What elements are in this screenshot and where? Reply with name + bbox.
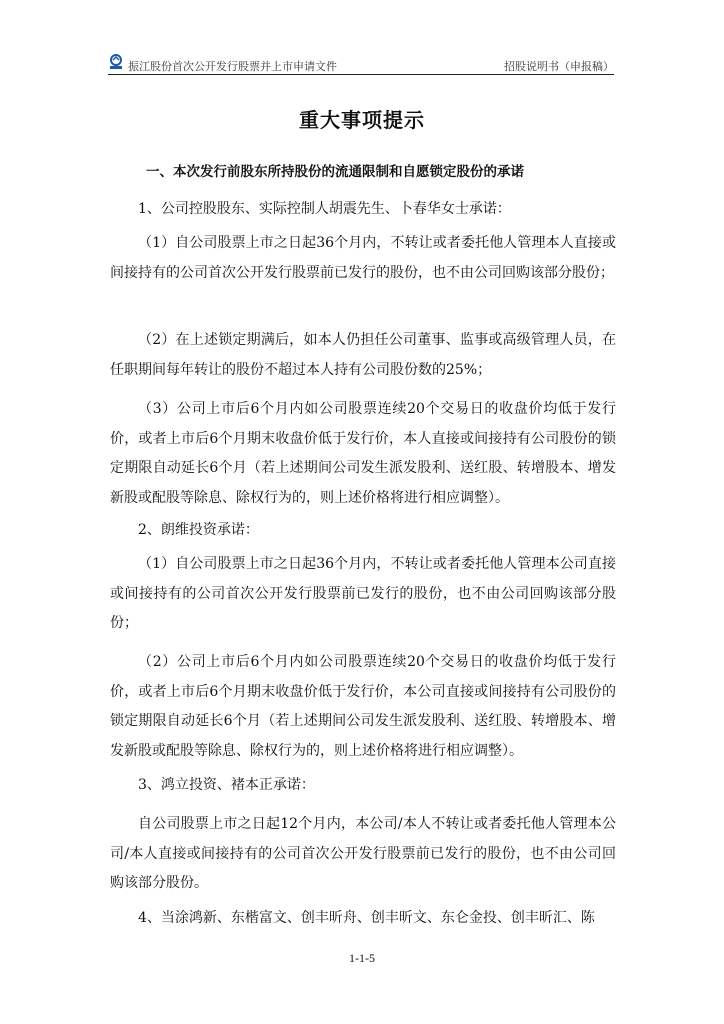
paragraph-item-1-clause-1: （1）自公司股票上市之日起36个月内，不转让或者委托他人管理本人直接或间接持有的公司首次公开发行股票前已发行的股份，也不由公司回购该部分股份； <box>110 235 616 281</box>
paragraph-item-1-clause-2: （2）在上述锁定期满后，如本人仍担任公司董事、监事或高级管理人员，在任职期间每年转让的股份不超过本人持有公司股份数的25%； <box>110 332 616 378</box>
paragraph-item-3-body: 自公司股票上市之日起12个月内，本公司/本人不转让或者委托他人管理本公司/本人直接或间接持有的公司首次公开发行股票前已发行的股份，也不由公司回购该部分股份。 <box>110 816 616 891</box>
paragraph-item-4-heading: 4、当涂鸿新、东楷富文、创丰昕舟、创丰昕文、东仑金投、创丰昕汇、陈 <box>138 910 595 926</box>
page-number: 1-1-5 <box>349 951 375 965</box>
paragraph-item-1-clause-3: （3）公司上市后6个月内如公司股票连续20个交易日的收盘价均低于发行价，或者上市后6个月期末收盘价低于发行价，本人直接或间接持有公司股份的锁定期限自动延长6个月（若上述期间公司发生派发股利、送红股、转增股本、增发新股或配股等除息、除权行为的，则上述价格将进行相应调整）。 <box>110 401 616 506</box>
paragraph-item-1-heading: 1、公司控股股东、实际控制人胡震先生、卜春华女士承诺： <box>138 201 511 217</box>
page-title: 重大事项提示 <box>299 108 425 132</box>
paragraph-item-2-heading: 2、朗维投资承诺： <box>138 522 259 538</box>
paragraph-item-3-heading: 3、鸿立投资、褚本正承诺： <box>138 777 315 793</box>
page-header <box>108 52 614 75</box>
paragraph-item-2-clause-1: （1）自公司股票上市之日起36个月内，不转让或者委托他人管理本公司直接或间接持有的公司首次公开发行股票前已发行的股份，也不由公司回购该部分股份； <box>110 556 616 631</box>
header-document-title: 振江股份首次公开发行股票并上市申请文件 <box>128 60 337 73</box>
paragraph-item-2-clause-2: （2）公司上市后6个月内如公司股票连续20个交易日的收盘价均低于发行价，或者上市后6个月期末收盘价低于发行价，本公司直接或间接持有公司股份的锁定期限自动延长6个月（若上述期间公司发生派发股利、送红股、转增股本、增发新股或配股等除息、除权行为的，则上述价格将进行相应调整）。 <box>110 654 616 759</box>
header-document-type: 招股说明书（申报稿） <box>504 60 614 73</box>
company-logo-icon <box>108 54 124 70</box>
section-heading: 一、本次发行前股东所持股份的流通限制和自愿锁定股份的承诺 <box>146 164 524 180</box>
